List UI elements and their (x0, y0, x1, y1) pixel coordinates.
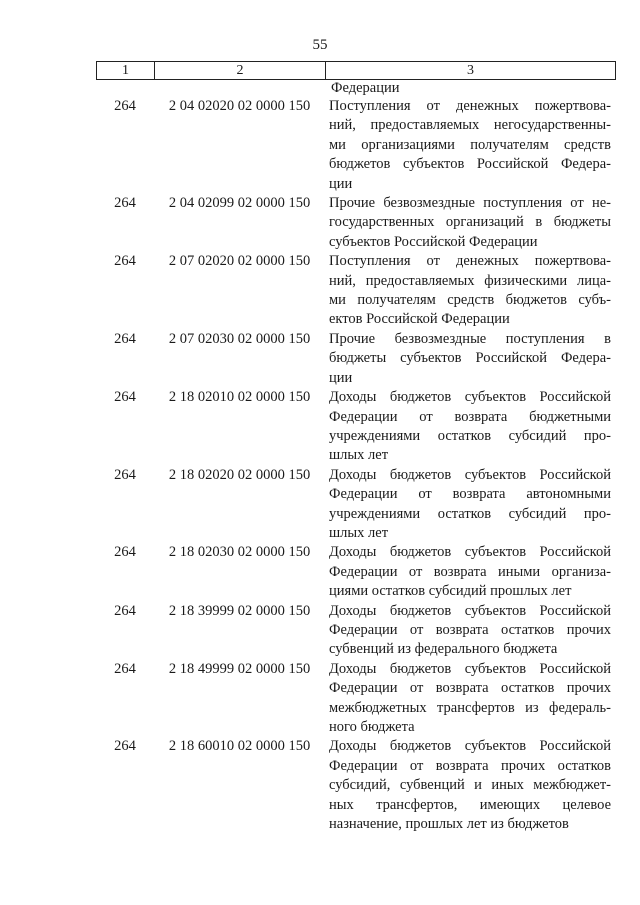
continuation-text: Федерации (331, 80, 400, 96)
row-budget-code: 2 07 02020 02 0000 150 (168, 253, 311, 270)
description-line: ного бюджета (329, 719, 415, 735)
description-line: ний, предоставляемых физическими лица- (329, 272, 611, 289)
description-line: ми организациями получателям средств (329, 136, 611, 153)
row-budget-code: 2 18 02020 02 0000 150 (168, 466, 311, 483)
description-line: Доходы бюджетов субъектов Российской (329, 544, 611, 561)
table-row (96, 194, 616, 252)
row-budget-code: 2 18 02010 02 0000 150 (168, 389, 311, 406)
row-budget-code: 2 18 39999 02 0000 150 (168, 602, 311, 619)
description-line: Доходы бюджетов субъектов Российской (329, 466, 611, 483)
description-line: бюджетов субъектов Российской Федера- (329, 156, 611, 173)
row-code-group: 264 (114, 98, 136, 114)
table-row (96, 737, 616, 834)
description-line: Федерации от возврата прочих остатков (329, 757, 611, 774)
row-budget-code: 2 18 02030 02 0000 150 (168, 544, 311, 561)
description-line: Федерации от возврата бюджетными (329, 408, 611, 425)
row-budget-code: 2 04 02099 02 0000 150 (168, 195, 311, 212)
description-line: Доходы бюджетов субъектов Российской (329, 660, 611, 677)
row-code-group: 264 (114, 660, 136, 677)
description-line: Прочие безвозмездные поступления в (329, 330, 611, 347)
header-col-1: 1 (97, 62, 155, 79)
table-row (96, 660, 616, 738)
table-row (96, 97, 616, 194)
description-line: ции (329, 175, 353, 192)
description-line: учреждениями остатков субсидий про- (329, 427, 611, 444)
table-row (96, 252, 616, 330)
header-col-2: 2 (155, 62, 326, 79)
row-description (329, 388, 611, 466)
row-description (329, 737, 611, 834)
row-code-group: 264 (114, 738, 136, 755)
row-code-group: 264 (114, 330, 136, 347)
row-code-group: 264 (114, 195, 136, 212)
row-description (329, 194, 611, 252)
description-line: межбюджетных трансфертов из федераль- (329, 699, 611, 716)
description-line: Федерации от возврата остатков прочих (329, 680, 611, 697)
table-body (96, 97, 616, 834)
row-code-group: 264 (114, 544, 136, 561)
row-budget-code: 2 18 60010 02 0000 150 (168, 738, 311, 755)
description-line: Федерации от возврата автономными (329, 486, 611, 503)
page-number: 55 (312, 37, 328, 53)
description-line: субсидий, субвенций и иных межбюджет- (329, 777, 611, 794)
row-description (329, 466, 611, 544)
row-description (329, 602, 611, 660)
description-line: государственных организаций в бюджеты (329, 214, 611, 231)
table-row (96, 388, 616, 466)
row-code-group: 264 (114, 602, 136, 619)
row-description (329, 330, 611, 388)
description-line: Прочие безвозмездные поступления от не- (329, 195, 611, 212)
row-description (329, 660, 611, 738)
row-code-group: 264 (114, 253, 136, 270)
row-budget-code: 2 18 49999 02 0000 150 (168, 660, 311, 677)
description-line: ции (329, 369, 353, 386)
description-line: Доходы бюджетов субъектов Российской (329, 602, 611, 619)
description-line: Доходы бюджетов субъектов Российской (329, 738, 611, 755)
description-line: Поступления от денежных пожертвова- (329, 98, 611, 114)
description-line: ний, предоставляемых негосударственны- (329, 117, 611, 134)
table-header (96, 61, 616, 80)
header-col-3: 3 (467, 62, 474, 78)
description-line: циями остатков субсидий прошлых лет (329, 583, 572, 600)
table-row (96, 330, 616, 388)
table-row (96, 466, 616, 544)
description-line: шлых лет (329, 524, 389, 541)
table-row (96, 602, 616, 660)
row-code-group: 264 (114, 466, 136, 483)
description-line: Федерации от возврата иными организа- (329, 563, 611, 580)
description-line: ных трансфертов, имеющих целевое (329, 796, 611, 813)
row-description (329, 543, 611, 601)
description-line: ектов Российской Федерации (329, 311, 510, 328)
table-row (96, 543, 616, 601)
description-line: бюджеты субъектов Российской Федера- (329, 350, 611, 367)
description-line: учреждениями остатков субсидий про- (329, 505, 611, 522)
description-line: Федерации от возврата остатков прочих (329, 621, 611, 638)
row-code-group: 264 (114, 389, 136, 406)
description-line: субъектов Российской Федерации (329, 233, 538, 250)
row-budget-code: 2 04 02020 02 0000 150 (168, 98, 311, 114)
row-description (329, 252, 611, 330)
description-line: шлых лет (329, 447, 389, 464)
description-line: ми получателям средств бюджетов субъ- (329, 292, 611, 309)
description-line: Поступления от денежных пожертвова- (329, 253, 611, 270)
description-line: Доходы бюджетов субъектов Российской (329, 389, 611, 406)
description-line: субвенций из федерального бюджета (329, 641, 558, 658)
row-description (329, 97, 611, 194)
row-budget-code: 2 07 02030 02 0000 150 (168, 330, 311, 347)
description-line: назначение, прошлых лет из бюджетов (329, 816, 569, 833)
